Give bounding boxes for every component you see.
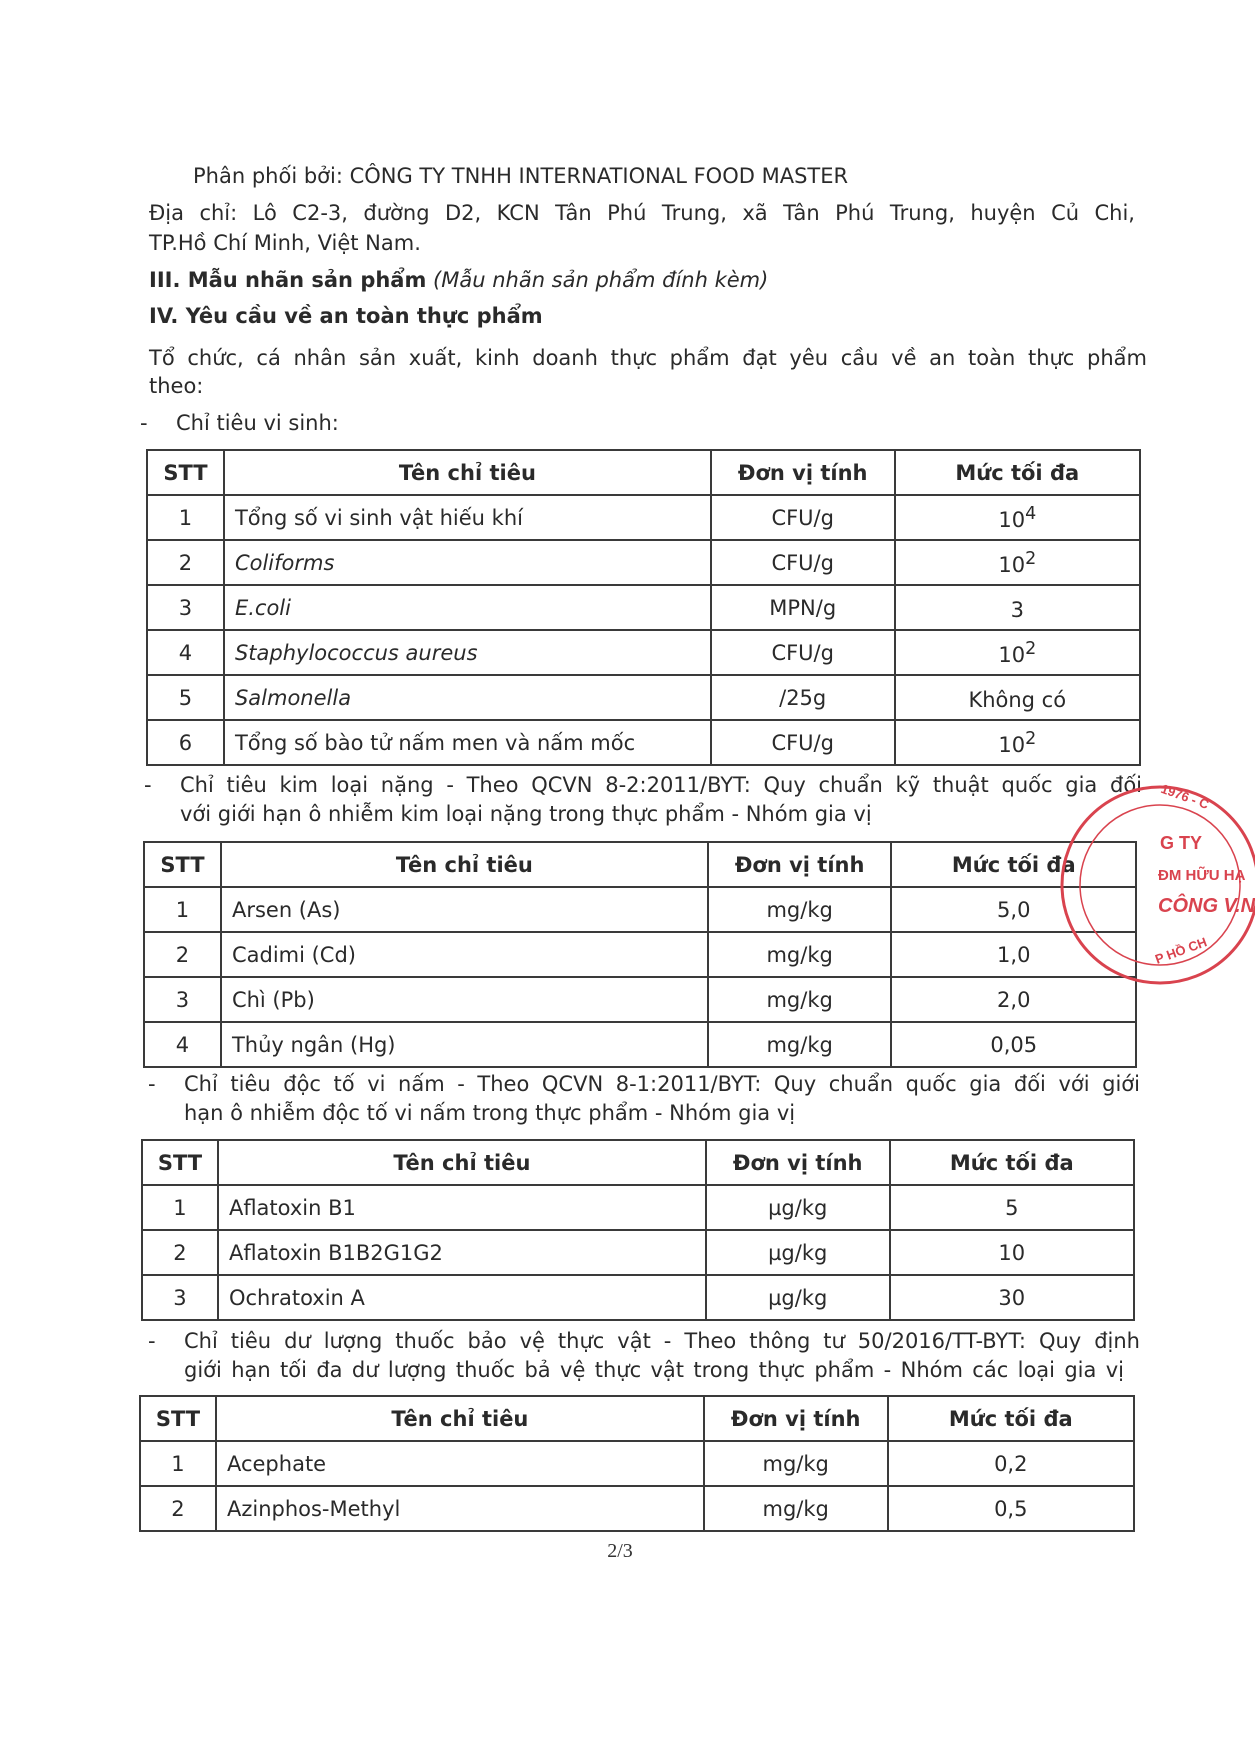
row-max [895,720,1140,765]
row-stt: 4 [144,1022,221,1067]
mycotoxin-bullet-line-1: Chỉ tiêu độc tố vi nấm - Theo QCVN 8-1:2011/BYT: Quy chuẩn quốc gia đối với giới [184,1072,1140,1096]
row-max: 0,2 [888,1441,1134,1486]
row-max: 5 [890,1185,1134,1230]
max-exponent: 4 [1025,503,1037,524]
row-stt: 3 [147,585,224,630]
table-row [144,932,1136,977]
header-stt: STT [144,842,221,887]
micro-bullet-text: Chỉ tiêu vi sinh: [176,411,339,435]
metals-bullet-line-1: Chỉ tiêu kim loại nặng - Theo QCVN 8-2:2011/BYT: Quy chuẩn kỹ thuật quốc gia đối [180,773,1142,797]
bullet-dash: - [144,773,152,797]
header-unit: Đơn vị tính [711,450,895,495]
max-base: 3 [1010,597,1024,622]
row-name: Arsen (As) [221,887,708,932]
row-name: Acephate [216,1441,704,1486]
row-max [895,630,1140,675]
max-base: Không có [968,687,1067,712]
row-unit: mg/kg [708,1022,892,1067]
section-3-heading [149,266,768,294]
header-name: Tên chỉ tiêu [218,1140,706,1185]
row-stt: 1 [142,1185,218,1230]
row-unit: mg/kg [708,977,892,1022]
bullet-dash: - [140,411,148,435]
table-row [142,1275,1134,1320]
stamp-text: G TY [1160,833,1203,853]
max-exponent: 2 [1025,548,1037,569]
table-header-row [140,1396,1134,1441]
max-base: 10 [998,552,1026,577]
row-name: Cadimi (Cd) [221,932,708,977]
row-name: Coliforms [224,540,711,585]
row-stt: 1 [147,495,224,540]
stamp-text: 1976 - C [1158,780,1211,813]
table-header-row [144,842,1136,887]
section-4-intro-line-2: theo: [149,374,204,398]
row-stt: 4 [147,630,224,675]
header-name: Tên chỉ tiêu [224,450,711,495]
table-row [147,585,1140,630]
row-stt: 2 [144,932,221,977]
table-header-row [142,1140,1134,1185]
row-unit: /25g [711,675,895,720]
row-stt: 2 [142,1230,218,1275]
table-row [142,1230,1134,1275]
table-header-row [147,450,1140,495]
row-unit: mg/kg [704,1486,888,1531]
row-name: Tổng số vi sinh vật hiếu khí [224,495,711,540]
row-stt: 3 [144,977,221,1022]
row-unit: CFU/g [711,720,895,765]
bullet-dash: - [148,1329,156,1353]
table-row [147,720,1140,765]
section-4-intro-line-1: Tổ chức, cá nhân sản xuất, kinh doanh thực phẩm đạt yêu cầu về an toàn thực phẩm [149,346,1147,370]
header-name: Tên chỉ tiêu [221,842,708,887]
section-3-note: (Mẫu nhãn sản phẩm đính kèm) [433,268,769,292]
header-unit: Đơn vị tính [704,1396,888,1441]
metals-table [143,841,1137,1068]
row-name: Azinphos-Methyl [216,1486,704,1531]
table-row [147,675,1140,720]
mycotoxin-table [141,1139,1135,1321]
pesticide-bullet-line-2: giới hạn tối đa dư lượng thuốc bả vệ thực vật trong thực phẩm - Nhóm các loại gia vị [184,1358,1124,1382]
row-unit: µg/kg [706,1230,890,1275]
table-row [144,887,1136,932]
row-stt: 1 [140,1441,216,1486]
row-unit: MPN/g [711,585,895,630]
max-exponent: 2 [1025,638,1037,659]
row-name: Thủy ngân (Hg) [221,1022,708,1067]
row-stt: 1 [144,887,221,932]
header-stt: STT [142,1140,218,1185]
row-stt: 2 [147,540,224,585]
address-line-1: Địa chỉ: Lô C2-3, đường D2, KCN Tân Phú Trung, xã Tân Phú Trung, huyện Củ Chi, [149,201,1135,225]
row-max: 0,05 [891,1022,1136,1067]
row-max: 1,0 [891,932,1136,977]
table-row [144,1022,1136,1067]
row-stt: 2 [140,1486,216,1531]
stamp-text: ĐM HỮU HẠ [1158,867,1246,884]
section-4-title: IV. Yêu cầu về an toàn thực phẩm [149,304,543,328]
company-stamp [1150,775,1255,995]
header-unit: Đơn vị tính [708,842,892,887]
row-unit: CFU/g [711,540,895,585]
row-name: Staphylococcus aureus [224,630,711,675]
row-name: Aflatoxin B1 [218,1185,706,1230]
row-unit: µg/kg [706,1185,890,1230]
page-number: 2/3 [607,1540,633,1562]
row-unit: mg/kg [708,932,892,977]
row-unit: CFU/g [711,630,895,675]
address-line-2: TP.Hồ Chí Minh, Việt Nam. [149,231,421,255]
row-name: E.coli [224,585,711,630]
table-row [147,630,1140,675]
row-unit: CFU/g [711,495,895,540]
stamp-text: P HỒ CH [1153,934,1209,967]
row-max: 5,0 [891,887,1136,932]
row-unit: mg/kg [708,887,892,932]
max-base: 10 [998,732,1026,757]
row-max: 0,5 [888,1486,1134,1531]
max-base: 10 [998,642,1026,667]
row-name: Chì (Pb) [221,977,708,1022]
header-max: Mức tối đa [888,1396,1134,1441]
mycotoxin-bullet-line-2: hạn ô nhiễm độc tố vi nấm trong thực phẩm - Nhóm gia vị [184,1101,796,1125]
header-max: Mức tối đa [890,1140,1134,1185]
row-name: Salmonella [224,675,711,720]
micro-table [146,449,1141,766]
metals-bullet-line-2: với giới hạn ô nhiễm kim loại nặng trong thực phẩm - Nhóm gia vị [180,802,872,826]
max-base: 10 [998,507,1026,532]
row-unit: µg/kg [706,1275,890,1320]
bullet-dash: - [148,1072,156,1096]
row-max: 2,0 [891,977,1136,1022]
max-exponent: 2 [1025,728,1037,749]
table-row [140,1486,1134,1531]
row-max: 30 [890,1275,1134,1320]
row-unit: mg/kg [704,1441,888,1486]
header-stt: STT [140,1396,216,1441]
row-stt: 6 [147,720,224,765]
row-max [895,540,1140,585]
row-max [895,585,1140,630]
table-row [147,540,1140,585]
pesticide-table [139,1395,1135,1532]
header-stt: STT [147,450,224,495]
row-name: Tổng số bào tử nấm men và nấm mốc [224,720,711,765]
row-name: Ochratoxin A [218,1275,706,1320]
row-stt: 3 [142,1275,218,1320]
table-row [144,977,1136,1022]
row-max [895,675,1140,720]
header-name: Tên chỉ tiêu [216,1396,704,1441]
pesticide-bullet-line-1: Chỉ tiêu dư lượng thuốc bảo vệ thực vật - Theo thông tư 50/2016/TT-BYT: Quy định [184,1329,1140,1353]
stamp-text: CÔNG V.N [1158,895,1255,917]
row-name: Aflatoxin B1B2G1G2 [218,1230,706,1275]
header-max: Mức tối đa [895,450,1140,495]
header-unit: Đơn vị tính [706,1140,890,1185]
section-3-title: III. Mẫu nhãn sản phẩm [149,268,427,292]
header-max: Mức tối đa [891,842,1136,887]
row-max: 10 [890,1230,1134,1275]
table-row [147,495,1140,540]
table-row [142,1185,1134,1230]
row-stt: 5 [147,675,224,720]
row-max [895,495,1140,540]
table-row [140,1441,1134,1486]
distributor-line: Phân phối bởi: CÔNG TY TNHH INTERNATIONAL FOOD MASTER [193,164,849,188]
